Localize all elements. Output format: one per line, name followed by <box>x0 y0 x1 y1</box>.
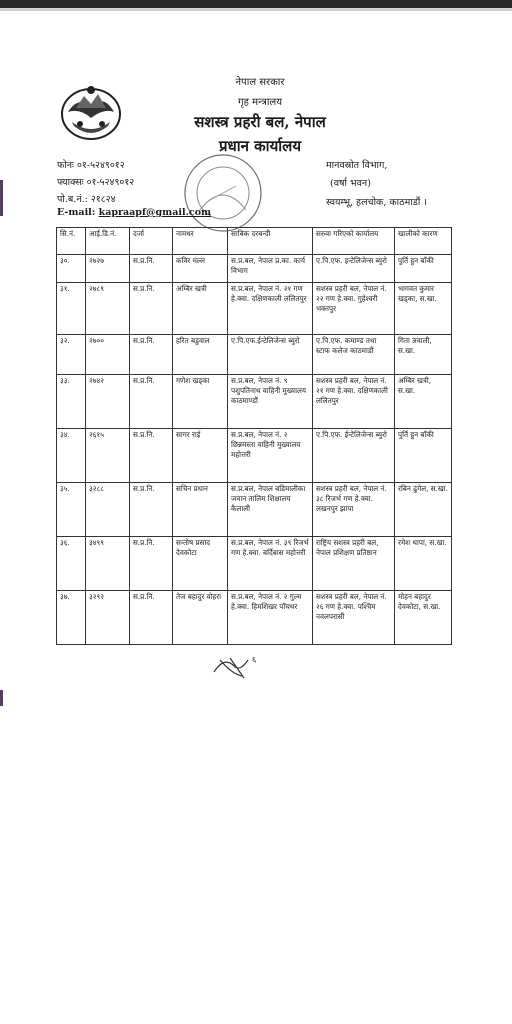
office-stamp-icon <box>180 150 266 236</box>
cell-name: सचिन प्रधान <box>173 483 228 537</box>
email-line <box>57 207 211 218</box>
scan-top-edge <box>0 0 512 8</box>
cell-vacancy-reason: गिता ज्ञवाली, स.खा. <box>395 335 452 375</box>
office-address: स्वयम्भू, हलचोक, काठमाडौं । <box>326 197 427 208</box>
cell-transferred-office: ए.पि.एफ. कमाण्ड तथा स्टाफ कलेज काठमाडौं <box>313 335 395 375</box>
cell-serial: ३१. <box>57 283 86 335</box>
cell-vacancy-reason: रबिन ढुंगेल, स.खा. <box>395 483 452 537</box>
cell-previous-post: स.प्र.बल, नेपाल नं. ३९ रिजर्भ गण हे.क्वा. बर्दिबास महोत्तरी <box>228 537 313 591</box>
cell-previous-post: स.प्र.बल, नेपाल बडिमालीका जवान तालिम शिक्षालय कैलाली <box>228 483 313 537</box>
cell-rank: स.प्र.नि. <box>130 283 173 335</box>
cell-rank: स.प्र.नि. <box>130 255 173 283</box>
header-previous-post: साबिक दरबन्दी <box>228 228 313 255</box>
header-transferred-office: सरुवा गरिएको कार्यालय <box>313 228 395 255</box>
cell-rank: स.प्र.नि. <box>130 591 173 645</box>
cell-id: ३२८८ <box>86 483 130 537</box>
cell-rank: स.प्र.नि. <box>130 375 173 429</box>
cell-vacancy-reason: मोहन बहादुर देवकोटा, स.खा. <box>395 591 452 645</box>
cell-name: सन्तोष प्रसाद देवकोटा <box>173 537 228 591</box>
cell-serial: ३६. <box>57 537 86 591</box>
po-box: पो.ब.नं.: २१८२४ <box>57 194 116 205</box>
header-name: नामथर <box>173 228 228 255</box>
table-row <box>57 283 452 335</box>
cell-id: २७०० <box>86 335 130 375</box>
signature-scribble <box>210 652 270 680</box>
fax-number: फ्याक्सः ०१-५२४९०१२ <box>57 177 135 188</box>
cell-transferred-office: राष्ट्रिय सशस्त्र प्रहरी बल, नेपाल प्रशिक्षण प्रतिष्ठान <box>313 537 395 591</box>
cell-serial: ३७. <box>57 591 86 645</box>
cell-id: ३२९२ <box>86 591 130 645</box>
cell-transferred-office: सशस्त्र प्रहरी बल, नेपाल नं. ३८ रिजर्भ गण हे.क्वा. लखनपुर झापा <box>313 483 395 537</box>
cell-id: २६१५ <box>86 429 130 483</box>
cell-transferred-office: ए.पि.एफ. इन्टेलिजेन्स ब्युरो <box>313 255 395 283</box>
header-serial: सि.नं. <box>57 228 86 255</box>
cell-serial: ३३. <box>57 375 86 429</box>
table-row <box>57 537 452 591</box>
cell-rank: स.प्र.नि. <box>130 335 173 375</box>
cell-previous-post: स.प्र.बल, नेपाल प्र.का. कार्य विभाग <box>228 255 313 283</box>
cell-vacancy-reason: अम्बिर खत्री, स.खा. <box>395 375 452 429</box>
cell-id: २७८९ <box>86 283 130 335</box>
cell-previous-post: स.प्र.बल, नेपाल नं. २१ गण हे.क्वा. दक्षिणकाली ललितपुर <box>228 283 313 335</box>
cell-serial: ३४. <box>57 429 86 483</box>
cell-name: तेज बहादुर वोहरा <box>173 591 228 645</box>
cell-transferred-office: सशस्त्र प्रहरी बल, नेपाल नं. २२ गण हे.क्वा. गुहेश्वरी भक्तपुर <box>313 283 395 335</box>
header-id: आई.डि.नं. <box>86 228 130 255</box>
cell-name: कविर मल्ल <box>173 255 228 283</box>
cell-vacancy-reason: पुर्ति हुन बाँकी <box>395 429 452 483</box>
department-name: मानवस्रोत विभाग, <box>326 160 388 171</box>
cell-serial: ३२. <box>57 335 86 375</box>
table-row <box>57 591 452 645</box>
cell-transferred-office: सशस्त्र प्रहरी बल, नेपाल नं. २१ गण हे.क्वा. दक्षिणकाली ललितपुर <box>313 375 395 429</box>
cell-transferred-office: सशस्त्र प्रहरी बल, नेपाल नं. २६ गण हे.क्वा. पश्चिम नवलपरासी <box>313 591 395 645</box>
email-link[interactable]: kapraapf@gmail.com <box>98 207 212 218</box>
cell-vacancy-reason: पुर्ति हुन बाँकी <box>395 255 452 283</box>
cell-previous-post: ए.पि.एफ.ईन्टेलिजेन्स ब्युरो <box>228 335 313 375</box>
cell-name: हरित बडुवाल <box>173 335 228 375</box>
cell-rank: स.प्र.नि. <box>130 537 173 591</box>
page-number: ६ <box>252 655 257 664</box>
transfer-table <box>56 227 452 645</box>
scan-edge-mark <box>0 180 3 216</box>
ministry-title: गृह मन्त्रालय <box>237 97 283 108</box>
cell-vacancy-reason: रमेश थापा, स.खा. <box>395 537 452 591</box>
cell-name: अम्बिर खत्री <box>173 283 228 335</box>
cell-id: ३४९९ <box>86 537 130 591</box>
cell-serial: ३०. <box>57 255 86 283</box>
cell-previous-post: स.प्र.बल, नेपाल नं. ९ पशुपतिनाथ वाहिनी मुख्यालय काठमाण्डौं <box>228 375 313 429</box>
cell-name: गणेश खड्का <box>173 375 228 429</box>
cell-previous-post: स.प्र.बल, नेपाल नं. २ गुल्म हे.क्वा. हिमशिखर पाँचथर <box>228 591 313 645</box>
govt-title: नेपाल सरकार <box>235 77 285 88</box>
scan-top-shadow <box>0 8 512 11</box>
table-row <box>57 429 452 483</box>
cell-name: सागर राई <box>173 429 228 483</box>
office-title: प्रधान कार्यालय <box>218 137 302 155</box>
table-row <box>57 335 452 375</box>
cell-id: २७२७ <box>86 255 130 283</box>
cell-transferred-office: ए.पि.एफ. ईन्टेलिजेन्स ब्युरो <box>313 429 395 483</box>
scan-edge-mark <box>0 690 3 706</box>
header-rank: दर्जा <box>130 228 173 255</box>
cell-serial: ३५. <box>57 483 86 537</box>
table-row <box>57 255 452 283</box>
cell-previous-post: स.प्र.बल, नेपाल नं. २ छिन्नमस्ता वाहिनी मुख्यालय महोत्तरी <box>228 429 313 483</box>
cell-vacancy-reason: भागवत कुमार खड्का, स.खा. <box>395 283 452 335</box>
cell-id: २७४२ <box>86 375 130 429</box>
phone-number: फोनः ०१-५२४९०१२ <box>57 160 125 171</box>
cell-rank: स.प्र.नि. <box>130 483 173 537</box>
email-label: E-mail: <box>57 207 96 218</box>
table-row <box>57 375 452 429</box>
cell-rank: स.प्र.नि. <box>130 429 173 483</box>
org-title: सशस्त्र प्रहरी बल, नेपाल <box>194 113 326 131</box>
table-header-row <box>57 228 452 255</box>
nepal-emblem-icon <box>58 78 124 144</box>
building-name: (वर्षा भवन) <box>330 178 371 189</box>
table-row <box>57 483 452 537</box>
header-vacancy-reason: खालीको कारण <box>395 228 452 255</box>
